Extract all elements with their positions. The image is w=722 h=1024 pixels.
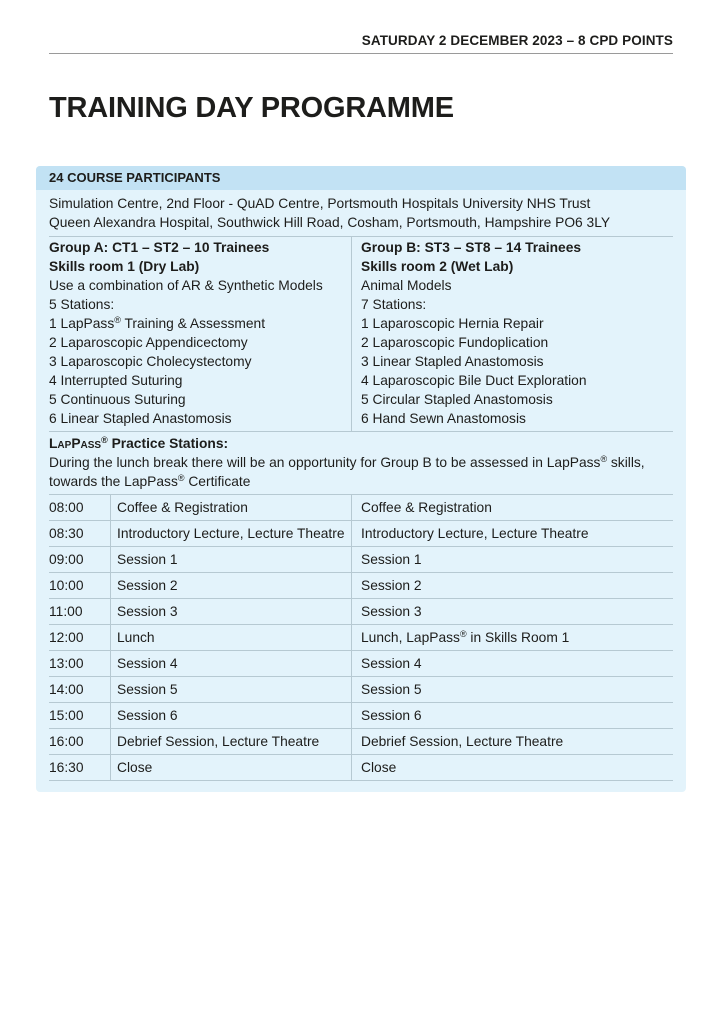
divider — [49, 236, 673, 237]
group-b-cell: Session 5 — [361, 682, 422, 697]
list-item: 2 Laparoscopic Appendicectomy — [49, 335, 248, 350]
time: 16:00 — [49, 734, 84, 749]
group-a-title: Group A: CT1 – ST2 – 10 Trainees — [49, 240, 270, 255]
list-item: 5 Circular Stapled Anastomosis — [361, 392, 553, 407]
group-b-cell: Debrief Session, Lecture Theatre — [361, 734, 564, 749]
practice-heading: LapPass® Practice Stations: — [49, 435, 229, 451]
venue-line-1: Simulation Centre, 2nd Floor - QuAD Centre, Portsmouth Hospitals University NHS Trust — [49, 196, 591, 211]
table-row — [49, 703, 673, 729]
group-a-cell: Session 3 — [117, 604, 178, 619]
group-b-models: Animal Models — [361, 278, 452, 293]
list-item: 1 LapPass® Training & Assessment — [49, 315, 266, 331]
group-a-cell: Session 4 — [117, 656, 178, 671]
table-row — [49, 677, 673, 703]
group-b-room: Skills room 2 (Wet Lab) — [361, 259, 514, 274]
venue — [49, 194, 610, 232]
group-b-cell: Introductory Lecture, Lecture Theatre — [361, 526, 589, 541]
table-row — [49, 573, 673, 599]
time: 14:00 — [49, 682, 84, 697]
header-date: SATURDAY 2 DECEMBER 2023 – 8 CPD POINTS — [361, 33, 673, 48]
time: 09:00 — [49, 552, 84, 567]
group-b-title: Group B: ST3 – ST8 – 14 Trainees — [361, 240, 582, 255]
group-a-room: Skills room 1 (Dry Lab) — [49, 259, 200, 274]
group-a-cell: Close — [117, 760, 153, 775]
table-row — [49, 547, 673, 573]
panel-heading-bar — [36, 166, 686, 190]
list-item: 6 Hand Sewn Anastomosis — [361, 411, 526, 426]
group-a-cell: Session 6 — [117, 708, 178, 723]
list-item: 3 Linear Stapled Anastomosis — [361, 354, 544, 369]
list-item: 2 Laparoscopic Fundoplication — [361, 335, 549, 350]
group-a-column — [49, 238, 323, 428]
table-row — [49, 729, 673, 755]
group-b-cell: Session 4 — [361, 656, 422, 671]
list-item: 3 Laparoscopic Cholecystectomy — [49, 354, 252, 369]
group-b-column — [361, 238, 587, 428]
group-a-cell: Debrief Session, Lecture Theatre — [117, 734, 320, 749]
practice-text-2: towards the LapPass® Certificate — [49, 473, 251, 489]
list-item: 5 Continuous Suturing — [49, 392, 186, 407]
group-b-cell: Session 1 — [361, 552, 422, 567]
table-row — [49, 599, 673, 625]
group-b-cell: Session 3 — [361, 604, 422, 619]
registered-mark: ® — [114, 315, 121, 325]
list-item: 6 Linear Stapled Anastomosis — [49, 411, 232, 426]
group-a-cell: Session 5 — [117, 682, 178, 697]
group-b-cell: Close — [361, 760, 397, 775]
group-a-cell: Session 2 — [117, 578, 178, 593]
time: 16:30 — [49, 760, 84, 775]
time: 08:30 — [49, 526, 84, 541]
schedule-table — [49, 495, 673, 781]
list-item: 4 Interrupted Suturing — [49, 373, 183, 388]
column-divider — [351, 237, 352, 431]
group-b-cell: Session 2 — [361, 578, 422, 593]
list-item: 4 Laparoscopic Bile Duct Exploration — [361, 373, 587, 388]
panel-heading: 24 COURSE PARTICIPANTS — [49, 170, 221, 185]
group-b-cell: Lunch, LapPass® in Skills Room 1 — [361, 629, 570, 645]
venue-line-2: Queen Alexandra Hospital, Southwick Hill Road, Cosham, Portsmouth, Hampshire PO6 3LY — [49, 215, 611, 230]
programme-panel — [36, 166, 686, 792]
table-row — [49, 495, 673, 521]
time: 11:00 — [49, 604, 83, 619]
group-a-models: Use a combination of AR & Synthetic Models — [49, 278, 323, 293]
time: 15:00 — [49, 708, 84, 723]
header-rule — [49, 53, 673, 54]
group-a-cell: Lunch — [117, 630, 155, 645]
group-b-stations-label: 7 Stations: — [361, 297, 427, 312]
time: 08:00 — [49, 500, 84, 515]
group-a-stations-label: 5 Stations: — [49, 297, 115, 312]
group-b-cell: Coffee & Registration — [361, 500, 492, 515]
table-row — [49, 651, 673, 677]
time: 10:00 — [49, 578, 84, 593]
divider — [49, 431, 673, 432]
practice-stations — [49, 434, 645, 491]
time: 13:00 — [49, 656, 84, 671]
page-title: TRAINING DAY PROGRAMME — [49, 92, 454, 124]
time: 12:00 — [49, 630, 84, 645]
table-row — [49, 755, 673, 781]
group-b-cell: Session 6 — [361, 708, 422, 723]
practice-text-1: During the lunch break there will be an opportunity for Group B to be assessed in LapPass® skills, — [49, 454, 645, 470]
table-row — [49, 625, 673, 651]
table-row — [49, 521, 673, 547]
group-a-cell: Coffee & Registration — [117, 500, 248, 515]
group-a-cell: Session 1 — [117, 552, 178, 567]
list-item: 1 Laparoscopic Hernia Repair — [361, 316, 544, 331]
group-a-cell: Introductory Lecture, Lecture Theatre — [117, 526, 345, 541]
